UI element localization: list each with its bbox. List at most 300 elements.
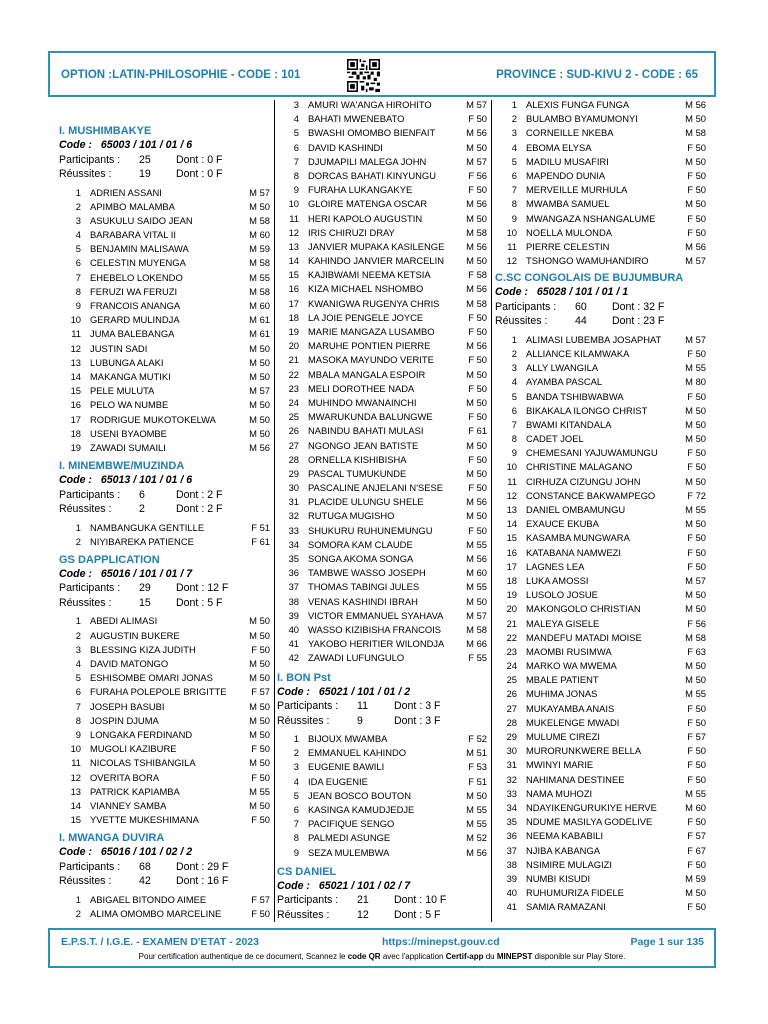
candidate-name: BULAMBO BYAMUMONYI xyxy=(526,113,638,125)
candidate-row xyxy=(277,240,487,254)
candidate-name: MAOMBI RUSIMWA xyxy=(526,645,612,657)
candidate-number: 10 xyxy=(506,226,517,238)
candidate-score: M 50 xyxy=(466,595,487,607)
candidate-name: ZAWADI SUMAILI xyxy=(90,441,166,453)
candidate-row xyxy=(495,531,706,545)
column-divider xyxy=(274,100,275,922)
candidate-row xyxy=(59,700,270,714)
candidate-score: M 55 xyxy=(466,538,487,550)
candidate-number: 2 xyxy=(511,113,517,125)
candidate-score: M 50 xyxy=(685,198,706,210)
candidate-number: 4 xyxy=(75,229,81,241)
candidate-row xyxy=(277,396,487,410)
candidate-number: 11 xyxy=(289,212,299,224)
candidate-row xyxy=(277,595,487,609)
candidate-number: 12 xyxy=(288,226,299,238)
candidate-row xyxy=(59,398,270,412)
candidate-row xyxy=(59,643,270,657)
candidate-name: ORNELLA KISHIBISHA xyxy=(308,453,407,465)
candidate-score: F 50 xyxy=(687,901,706,913)
candidate-row xyxy=(59,629,270,643)
candidate-row xyxy=(277,760,487,774)
candidate-row xyxy=(495,197,706,211)
candidate-score: M 61 xyxy=(249,314,270,326)
section-bon-pst xyxy=(277,671,487,860)
candidate-number: 30 xyxy=(506,745,517,757)
candidate-number: 7 xyxy=(293,155,299,167)
candidate-row xyxy=(59,799,270,813)
candidate-score: F 63 xyxy=(687,645,706,657)
candidate-row xyxy=(277,775,487,789)
section-csc-congolais xyxy=(495,271,706,914)
candidate-row xyxy=(59,535,270,549)
candidate-score: M 57 xyxy=(685,333,706,345)
candidate-score: F 50 xyxy=(687,546,706,558)
candidate-score: M 60 xyxy=(685,801,706,813)
candidate-number: 12 xyxy=(70,771,81,783)
candidate-number: 12 xyxy=(506,489,517,501)
candidate-score: F 57 xyxy=(687,830,706,842)
candidate-number: 3 xyxy=(511,362,517,374)
candidate-name: MWINYI MARIE xyxy=(526,759,594,771)
candidate-score: M 56 xyxy=(466,283,487,295)
candidate-row xyxy=(277,339,487,353)
candidate-name: NSIMIRE MULAGIZI xyxy=(526,858,612,870)
candidate-row xyxy=(277,481,487,495)
candidate-name: JANVIER MUPAKA KASILENGE xyxy=(308,240,445,252)
candidate-score: M 52 xyxy=(466,832,487,844)
candidate-score: M 56 xyxy=(249,441,270,453)
column-1 xyxy=(59,124,270,921)
candidate-name: ALLIANCE KILAMWAKA xyxy=(526,347,630,359)
candidate-row xyxy=(495,631,706,645)
candidate-row xyxy=(495,418,706,432)
candidate-number: 14 xyxy=(506,518,517,530)
reussites-line: Réussites : 19 Dont : 0 F xyxy=(59,168,223,180)
candidate-number: 1 xyxy=(511,99,517,110)
candidate-number: 5 xyxy=(75,672,81,684)
candidate-number: 30 xyxy=(288,482,299,494)
candidate-name: NAMBANGUKA GENTILLE xyxy=(90,521,205,533)
candidate-name: PACIFIQUE SENGO xyxy=(308,818,395,830)
candidate-name: VENAS KASHINDI IBRAH xyxy=(308,595,418,607)
candidate-number: 13 xyxy=(288,240,299,252)
candidate-list xyxy=(495,98,706,268)
candidate-score: M 55 xyxy=(249,785,270,797)
column-divider xyxy=(491,100,492,922)
candidate-score: F 50 xyxy=(468,411,487,423)
candidate-row xyxy=(495,546,706,560)
candidate-row xyxy=(59,657,270,671)
candidate-name: FERUZI WA FERUZI xyxy=(90,285,178,297)
candidate-number: 28 xyxy=(506,716,517,728)
candidate-number: 15 xyxy=(70,814,81,826)
candidate-number: 22 xyxy=(506,631,517,643)
candidate-number: 2 xyxy=(75,629,81,641)
candidate-number: 31 xyxy=(506,759,517,771)
candidate-name: MBALA MANGALA ESPOIR xyxy=(308,368,426,380)
school-code: Code : 65003 / 101 / 01 / 6 xyxy=(59,139,193,151)
candidate-score: M 58 xyxy=(466,297,487,309)
candidate-row xyxy=(495,183,706,197)
candidate-number: 38 xyxy=(288,595,299,607)
candidate-score: F 50 xyxy=(687,226,706,238)
candidate-score: M 55 xyxy=(466,818,487,830)
candidate-row xyxy=(277,467,487,481)
candidate-row xyxy=(495,602,706,616)
candidate-row xyxy=(277,609,487,623)
candidate-number: 6 xyxy=(75,686,81,698)
candidate-score: M 50 xyxy=(466,255,487,267)
candidate-name: ABEDI ALIMASI xyxy=(90,615,158,627)
candidate-row xyxy=(59,813,270,827)
candidate-row xyxy=(495,702,706,716)
candidate-score: M 50 xyxy=(249,342,270,354)
candidate-name: DORCAS BAHATI KINYUNGU xyxy=(308,169,436,181)
candidate-row xyxy=(277,410,487,424)
candidate-name: JOSEPH BASUBI xyxy=(90,700,165,712)
candidate-number: 12 xyxy=(506,255,517,267)
candidate-number: 7 xyxy=(75,700,81,712)
candidate-row xyxy=(277,846,487,860)
candidate-score: F 67 xyxy=(687,844,706,856)
candidate-name: NDAYIKENGURUKIYE HERVE xyxy=(526,801,657,813)
candidate-name: BANDA TSHIBWABWA xyxy=(526,390,624,402)
candidate-number: 25 xyxy=(506,674,517,686)
candidate-name: ALIMA OMOMBO MARCELINE xyxy=(90,907,222,919)
candidate-score: F 50 xyxy=(468,311,487,323)
candidate-number: 36 xyxy=(288,567,299,579)
candidate-name: DJUMAPILI MALEGA JOHN xyxy=(308,155,427,167)
candidate-number: 6 xyxy=(511,404,517,416)
candidate-number: 10 xyxy=(288,198,299,210)
candidate-score: M 50 xyxy=(249,356,270,368)
candidate-name: MELI DOROTHEE NADA xyxy=(308,382,415,394)
candidate-row xyxy=(495,254,706,268)
candidate-name: SAMIA RAMAZANI xyxy=(526,901,606,913)
candidate-number: 22 xyxy=(288,368,299,380)
candidate-name: BWASHI OMOMBO BIENFAIT xyxy=(308,127,436,139)
candidate-score: M 50 xyxy=(249,757,270,769)
candidate-row xyxy=(495,716,706,730)
candidate-score: F 58 xyxy=(468,269,487,281)
candidate-number: 5 xyxy=(511,155,517,167)
candidate-score: F 50 xyxy=(687,532,706,544)
candidate-list xyxy=(59,186,270,456)
candidate-name: RUTUGA MUGISHO xyxy=(308,510,395,522)
candidate-name: BWAMI KITANDALA xyxy=(526,418,612,430)
candidate-name: PATRICK KAPIAMBA xyxy=(90,785,180,797)
candidate-score: M 50 xyxy=(685,475,706,487)
school-code: Code : 65013 / 101 / 01 / 6 xyxy=(59,474,193,487)
candidate-score: M 50 xyxy=(466,141,487,153)
candidate-row xyxy=(495,829,706,843)
candidate-score: M 50 xyxy=(249,672,270,684)
candidate-row xyxy=(277,831,487,845)
candidate-score: F 50 xyxy=(251,643,270,655)
reussites-line: Réussites : 2 Dont : 2 F xyxy=(59,503,223,516)
candidate-name: JUSTIN SADI xyxy=(90,342,148,354)
candidate-number: 24 xyxy=(288,396,299,408)
candidate-name: OVERITA BORA xyxy=(90,771,160,783)
section-mushimbakye xyxy=(59,124,270,455)
section-mwanga-duvira xyxy=(59,831,270,921)
candidate-number: 4 xyxy=(293,775,299,787)
candidate-name: MWANGAZA NSHANGALUME xyxy=(526,212,656,224)
candidate-name: TSHONGO WAMUHANDIRO xyxy=(526,255,649,267)
candidate-row xyxy=(277,817,487,831)
candidate-number: 2 xyxy=(75,907,81,919)
candidate-score: M 50 xyxy=(249,658,270,669)
candidate-row xyxy=(59,285,270,299)
candidate-number: 19 xyxy=(506,589,517,601)
candidate-row xyxy=(59,228,270,242)
candidate-row xyxy=(495,212,706,226)
candidate-name: DAVID MATONGO xyxy=(90,658,169,669)
candidate-number: 5 xyxy=(293,789,299,801)
candidate-name: MUGOLI KAZIBURE xyxy=(90,743,177,755)
candidate-name: NOELLA MULONDA xyxy=(526,226,612,238)
candidate-score: M 60 xyxy=(466,567,487,579)
candidate-score: F 50 xyxy=(251,743,270,755)
candidate-score: F 50 xyxy=(251,814,270,826)
candidate-number: 18 xyxy=(70,427,81,439)
candidate-number: 3 xyxy=(293,99,299,110)
candidate-row xyxy=(495,404,706,418)
candidate-row xyxy=(277,353,487,367)
candidate-score: M 55 xyxy=(685,787,706,799)
candidate-row xyxy=(495,815,706,829)
candidate-name: SONGA AKOMA SONGA xyxy=(308,553,414,564)
candidate-name: ALLY LWANGILA xyxy=(526,362,599,374)
candidate-score: F 61 xyxy=(251,535,270,547)
candidate-number: 37 xyxy=(288,581,299,593)
candidate-row xyxy=(277,297,487,311)
candidate-name: LUBUNGA ALAKI xyxy=(90,356,164,368)
candidate-row xyxy=(277,382,487,396)
candidate-name: BIKAKALA ILONGO CHRIST xyxy=(526,404,648,416)
candidate-name: BIJOUX MWAMBA xyxy=(308,733,388,744)
candidate-score: M 56 xyxy=(466,496,487,508)
candidate-name: KIZA MICHAEL NSHOMBO xyxy=(308,283,424,295)
candidate-row xyxy=(59,521,270,535)
candidate-name: GERARD MULINDJA xyxy=(90,314,180,326)
candidate-row xyxy=(59,714,270,728)
candidate-row xyxy=(495,900,706,914)
candidate-name: MAKONGOLO CHRISTIAN xyxy=(526,603,641,615)
candidate-row xyxy=(59,200,270,214)
candidate-name: GLOIRE MATENGA OSCAR xyxy=(308,198,428,210)
candidate-list xyxy=(277,98,487,666)
candidate-number: 16 xyxy=(288,283,299,295)
candidate-name: LONGAKA FERDINAND xyxy=(90,728,193,740)
candidate-number: 33 xyxy=(506,787,517,799)
candidate-name: AYAMBA PASCAL xyxy=(526,376,603,388)
candidate-score: F 50 xyxy=(468,354,487,366)
candidate-number: 21 xyxy=(506,617,517,629)
candidate-row xyxy=(495,517,706,531)
candidate-name: ZAWADI LUFUNGULO xyxy=(308,652,405,664)
candidate-score: F 50 xyxy=(468,326,487,337)
candidate-name: FRANCOIS ANANGA xyxy=(90,300,181,311)
candidate-score: M 58 xyxy=(249,285,270,297)
candidate-row xyxy=(277,126,487,140)
candidate-row xyxy=(277,538,487,552)
candidate-name: MBALE PATIENT xyxy=(526,674,599,686)
candidate-name: ALIMASI LUBEMBA JOSAPHAT xyxy=(526,333,662,345)
candidate-number: 14 xyxy=(70,370,81,382)
candidate-row xyxy=(495,112,706,126)
footer-page-number: Page 1 sur 135 xyxy=(630,936,704,948)
candidate-number: 16 xyxy=(506,546,517,558)
province-title: PROVINCE : SUD-KIVU 2 - CODE : 65 xyxy=(496,69,698,81)
school-name: C.SC CONGOLAIS DE BUJUMBURA xyxy=(495,272,684,285)
candidate-score: F 50 xyxy=(687,745,706,757)
candidate-row xyxy=(277,183,487,197)
candidate-row xyxy=(495,801,706,815)
candidate-number: 15 xyxy=(506,532,517,544)
candidate-list xyxy=(59,521,270,549)
candidate-row xyxy=(495,475,706,489)
candidate-row xyxy=(277,746,487,760)
candidate-name: NJIBA KABANGA xyxy=(526,844,600,856)
candidate-name: BENJAMIN MALISAWA xyxy=(90,243,189,255)
candidate-score: F 50 xyxy=(468,453,487,465)
candidate-number: 20 xyxy=(288,340,299,352)
candidate-name: MUHIMA JONAS xyxy=(526,688,598,700)
candidate-score: M 51 xyxy=(466,747,487,759)
candidate-number: 10 xyxy=(70,314,81,326)
candidate-name: MUHINDO MWANAINCHI xyxy=(308,396,417,408)
candidate-score: M 50 xyxy=(685,433,706,445)
candidate-name: THOMAS TABINGI JULES xyxy=(308,581,420,593)
candidate-number: 20 xyxy=(506,603,517,615)
candidate-number: 25 xyxy=(288,411,299,423)
candidate-name: NIYIBAREKA PATIENCE xyxy=(90,535,194,547)
candidate-row xyxy=(277,268,487,282)
candidate-number: 6 xyxy=(511,169,517,181)
candidate-row xyxy=(277,789,487,803)
candidate-row xyxy=(59,756,270,770)
candidate-row xyxy=(495,617,706,631)
candidate-name: KAJIBWAMI NEEMA KETSIA xyxy=(308,269,431,281)
candidate-row xyxy=(495,872,706,886)
candidate-row xyxy=(495,645,706,659)
footer-box xyxy=(48,928,716,968)
candidate-name: SHUKURU RUHUNEMUNGU xyxy=(308,524,433,536)
candidate-score: F 50 xyxy=(687,169,706,181)
candidate-score: M 50 xyxy=(249,399,270,411)
candidate-row xyxy=(277,495,487,509)
candidate-row xyxy=(59,327,270,341)
candidate-number: 34 xyxy=(288,538,299,550)
candidate-name: NABINDU BAHATI MULASI xyxy=(308,425,424,437)
candidate-row xyxy=(495,560,706,574)
candidate-name: MAKANGA MUTIKI xyxy=(90,370,171,382)
candidate-name: ESHISOMBE OMARI JONAS xyxy=(90,672,213,684)
column-2 xyxy=(277,98,487,922)
candidate-row xyxy=(59,771,270,785)
header-box xyxy=(48,51,716,97)
candidate-score: M 50 xyxy=(685,589,706,601)
candidate-score: M 56 xyxy=(466,127,487,139)
candidate-row xyxy=(277,439,487,453)
candidate-name: VICTOR EMMANUEL SYAHAVA xyxy=(308,609,444,621)
school-code: Code : 65028 / 101 / 01 / 1 xyxy=(495,286,629,299)
candidate-number: 10 xyxy=(506,461,517,473)
candidate-score: M 50 xyxy=(685,660,706,672)
candidate-number: 13 xyxy=(70,356,81,368)
candidate-row xyxy=(495,687,706,701)
candidate-row xyxy=(59,256,270,270)
candidate-row xyxy=(59,313,270,327)
candidate-name: NUMBI KISUDI xyxy=(526,872,591,884)
candidate-score: M 59 xyxy=(685,872,706,884)
candidate-score: M 66 xyxy=(466,638,487,650)
candidate-name: IDA EUGENIE xyxy=(308,775,368,787)
candidate-score: F 50 xyxy=(687,702,706,714)
candidate-score: M 50 xyxy=(466,510,487,522)
footer-website-link[interactable]: https://minepst.gouv.cd xyxy=(382,936,500,948)
section-cs-daniel xyxy=(277,865,487,923)
candidate-score: M 55 xyxy=(685,688,706,700)
candidate-number: 15 xyxy=(70,385,81,397)
candidate-number: 9 xyxy=(511,212,517,224)
participants-line: Participants : 21 Dont : 10 F xyxy=(277,894,447,907)
candidate-score: M 59 xyxy=(249,243,270,255)
candidate-number: 1 xyxy=(75,615,81,627)
candidate-name: LAGNES LEA xyxy=(526,560,585,572)
candidate-score: M 56 xyxy=(685,99,706,110)
reussites-line: Réussites : 9 Dont : 3 F xyxy=(277,714,441,727)
candidate-number: 32 xyxy=(288,510,299,522)
candidate-number: 18 xyxy=(506,574,517,586)
footer-certification-note: Pour certification authentique de ce document, Scannez le code QR avec l'application Certif-app du MINEPST disponible sur Play Store. xyxy=(138,952,626,961)
candidate-name: JOSPIN DJUMA xyxy=(90,714,159,726)
candidate-number: 9 xyxy=(75,728,81,740)
candidate-number: 13 xyxy=(506,504,517,515)
candidate-number: 29 xyxy=(288,467,299,479)
candidate-name: PIERRE CELESTIN xyxy=(526,240,610,252)
candidate-score: M 56 xyxy=(466,198,487,210)
candidate-name: MUKELENGE MWADI xyxy=(526,716,620,728)
candidate-name: MWAMBA SAMUEL xyxy=(526,198,610,210)
candidate-row xyxy=(495,240,706,254)
candidate-name: NICOLAS TSHIBANGILA xyxy=(90,757,196,769)
candidate-name: EMMANUEL KAHINDO xyxy=(308,747,407,759)
candidate-row xyxy=(495,503,706,517)
candidate-row xyxy=(277,254,487,268)
candidate-number: 21 xyxy=(288,354,299,366)
candidate-score: M 50 xyxy=(466,439,487,451)
candidate-row xyxy=(59,299,270,313)
candidate-name: MURORUNKWERE BELLA xyxy=(526,745,642,757)
candidate-number: 7 xyxy=(75,271,81,283)
candidate-score: M 58 xyxy=(685,127,706,139)
candidate-row xyxy=(495,858,706,872)
candidate-name: MARIE MANGAZA LUSAMBO xyxy=(308,326,435,337)
candidate-name: CORNEILLE NKEBA xyxy=(526,127,614,139)
candidate-name: PELE MULUTA xyxy=(90,385,155,397)
candidate-name: FURAHA POLEPOLE BRIGITTE xyxy=(90,686,227,698)
candidate-score: F 50 xyxy=(687,184,706,196)
school-code: Code : 65021 / 101 / 02 / 7 xyxy=(277,879,411,892)
candidate-score: F 51 xyxy=(468,775,487,787)
candidate-score: M 50 xyxy=(466,396,487,408)
candidate-score: M 50 xyxy=(249,629,270,641)
candidate-row xyxy=(277,226,487,240)
candidate-number: 27 xyxy=(506,702,517,714)
